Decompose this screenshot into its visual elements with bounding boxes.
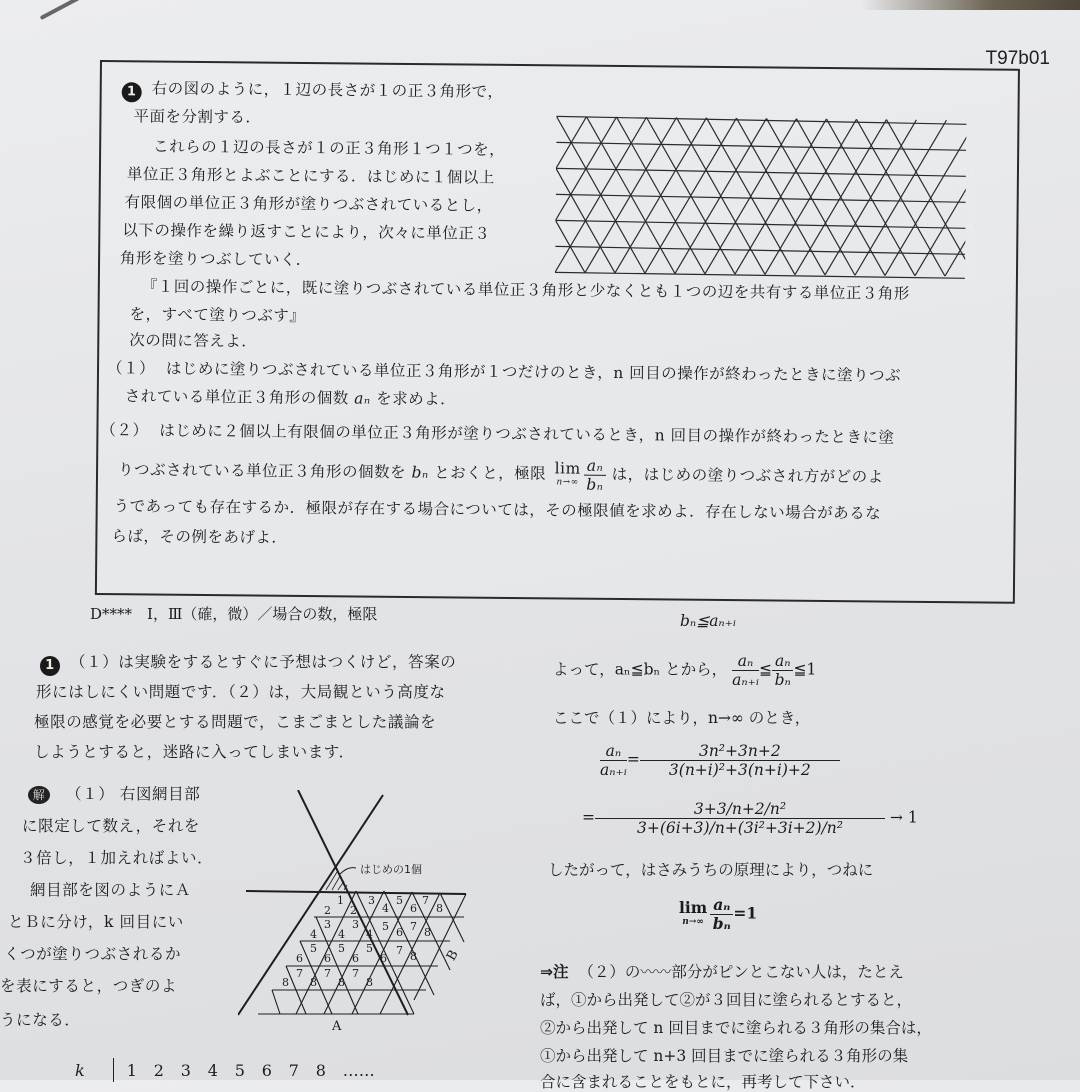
problem-box bbox=[95, 60, 1020, 604]
svg-text:6: 6 bbox=[352, 952, 359, 965]
problem-intro-line-1: 1 右の図のように，１辺の長さが１の正３角形で， bbox=[122, 76, 504, 106]
solution-part1-line-2: に限定して数え，それを bbox=[22, 817, 201, 835]
comment-line-4: しようとすると，迷路に入ってしまいます． bbox=[34, 743, 355, 761]
svg-text:7: 7 bbox=[396, 944, 403, 957]
svg-text:6: 6 bbox=[380, 952, 387, 965]
svg-text:8: 8 bbox=[366, 976, 373, 989]
limit-expression: lim n→∞ bbox=[554, 458, 581, 488]
diagram-callout: はじめの1個 bbox=[360, 863, 422, 876]
background-edge bbox=[860, 0, 1080, 10]
svg-text:3: 3 bbox=[324, 918, 331, 931]
instruction: 次の問に答えよ． bbox=[129, 331, 258, 351]
svg-text:2: 2 bbox=[324, 904, 331, 917]
svg-text:6: 6 bbox=[296, 952, 303, 965]
solution-part1-line-1: 解 （１） 右図網目部 bbox=[28, 782, 200, 804]
question-2-line-4: らば，その例をあげよ． bbox=[111, 527, 288, 547]
rule-line-2: を，すべて塗りつぶす』 bbox=[129, 305, 306, 325]
comment-line-3: 極限の感覚を必要とする問題で，こまごまとした議論を bbox=[34, 713, 437, 731]
question-2-line-1: （２） はじめに２個以上有限個の単位正３角形が塗りつぶされているとき，n 回目の操作が終わったときに塗 bbox=[100, 421, 895, 447]
note-line-2: ば，①から出発して②が３回目に塗られるとすると， bbox=[540, 991, 913, 1009]
note-line-5: 合に含まれることをもとに，再考して下さい． bbox=[540, 1073, 866, 1091]
problem-intro-line-3: これらの１辺の長さが１の正３角形１つ１つを， bbox=[153, 137, 506, 159]
note-label: ⇒注 bbox=[540, 963, 569, 981]
question-2-line-3: うであっても存在するか．極限が存在する場合については，その極限値を求めよ．存在しない場合があるな bbox=[113, 497, 882, 523]
svg-text:5: 5 bbox=[396, 894, 403, 907]
equation-ratio-2: = $\frac{\text{3+3/n+2/n²}}{\text{3+(6i+3)/n+(3i²+3i+2)/n²}}$ → 1 bbox=[582, 800, 918, 837]
shitagatte-line: したがって，はさみうちの原理により，つねに bbox=[548, 861, 874, 879]
svg-text:3: 3 bbox=[352, 918, 359, 931]
problem-number-badge: 1 bbox=[122, 82, 142, 102]
svg-text:7: 7 bbox=[324, 967, 331, 980]
yotte-line: よって，aₙ≦bₙ とから， $\frac{\text{aₙ}}{\text{aₙ₊ᵢ}}$ ≦ $\frac{\text{aₙ}}{\text{bₙ}}$ ≦1 bbox=[553, 652, 817, 689]
svg-text:8: 8 bbox=[436, 902, 443, 915]
note-line-1: ⇒注 （２）の〰〰部分がピンとこない人は，たとえ bbox=[540, 963, 904, 981]
solution-part1-line-6: くつが塗りつぶされるか bbox=[4, 945, 182, 963]
problem-intro-line-6: 以下の操作を繰り返すことにより，次々に単位正３ bbox=[122, 221, 491, 243]
inequality-bn-an-i: bₙ≦aₙ₊ᵢ bbox=[680, 612, 737, 630]
svg-text:4: 4 bbox=[310, 928, 317, 941]
note-line-3: ②から出発して n 回目までに塗られる３角形の集合は， bbox=[540, 1019, 932, 1037]
k-table-header-row: k 1 2 3 4 5 6 7 8 …… bbox=[75, 1058, 375, 1082]
svg-text:4: 4 bbox=[382, 902, 389, 915]
solution-header: D**** Ⅰ，Ⅲ（確，微）／場合の数，極限 bbox=[90, 605, 378, 623]
paper-clip bbox=[40, 0, 81, 20]
svg-text:7: 7 bbox=[410, 920, 417, 933]
solution-part1-line-7: を表にすると，つぎのよ bbox=[0, 977, 178, 995]
triangular-grid-figure bbox=[555, 106, 977, 280]
solution-badge: 解 bbox=[28, 786, 50, 804]
svg-text:7: 7 bbox=[422, 894, 429, 907]
counting-diagram bbox=[238, 790, 478, 1030]
svg-text:5: 5 bbox=[338, 942, 345, 955]
solution-part1-line-5: とＢに分け，k 回目にい bbox=[8, 913, 184, 931]
svg-text:5: 5 bbox=[366, 942, 373, 955]
koko-line: ここで（１）により，n→∞ のとき， bbox=[553, 709, 811, 727]
svg-text:1: 1 bbox=[337, 894, 344, 907]
svg-text:6: 6 bbox=[396, 926, 403, 939]
svg-text:4: 4 bbox=[366, 928, 373, 941]
svg-text:8: 8 bbox=[410, 950, 417, 963]
solution-part1-line-8: うになる． bbox=[0, 1011, 81, 1029]
svg-text:4: 4 bbox=[338, 928, 345, 941]
svg-text:5: 5 bbox=[382, 920, 389, 933]
solution-part1-line-4: 網目部を図のようにＡ bbox=[30, 881, 192, 899]
note-line-4: ①から出発して n+3 回目までに塗られる３角形の集 bbox=[540, 1047, 909, 1065]
final-limit: lim n→∞ $\frac{\text{aₙ}}{\text{bₙ}}$ =1 bbox=[679, 895, 758, 933]
question-1-line-1: （１） はじめに塗りつぶされている単位正３角形が１つだけのとき，n 回目の操作が終わったときに塗りつぶ bbox=[106, 359, 902, 385]
problem-intro-line-4: 単位正３角形とよぶことにする．はじめに１個以上 bbox=[126, 165, 495, 187]
ratio-fraction: $\frac{\text{aₙ}}{\text{bₙ}}$ bbox=[584, 457, 607, 494]
comment-line-2: 形にはしにくい問題です．（２）は，大局観という高度な bbox=[36, 683, 446, 701]
svg-text:8: 8 bbox=[338, 976, 345, 989]
comment-number-badge: 1 bbox=[40, 656, 60, 676]
svg-text:7: 7 bbox=[296, 967, 303, 980]
region-b-label: B bbox=[443, 947, 462, 964]
problem-intro-line-2: 平面を分割する． bbox=[133, 107, 262, 127]
svg-text:7: 7 bbox=[352, 967, 359, 980]
document-id: T97b01 bbox=[985, 48, 1050, 69]
svg-text:3: 3 bbox=[368, 894, 375, 907]
svg-text:8: 8 bbox=[310, 976, 317, 989]
svg-text:8: 8 bbox=[282, 976, 289, 989]
equation-ratio-1: $\frac{\text{aₙ}}{\text{aₙ₊ᵢ}}$ = $\frac{\text{3n²+3n+2}}{\text{3(n+i)²+3(n+i)+2}}$ bbox=[600, 742, 840, 779]
svg-text:6: 6 bbox=[410, 902, 417, 915]
svg-text:5: 5 bbox=[310, 942, 317, 955]
problem-intro-line-5: 有限個の単位正３角形が塗りつぶされているとし， bbox=[124, 193, 493, 215]
svg-text:2: 2 bbox=[350, 904, 357, 917]
region-a-label: A bbox=[332, 1019, 342, 1030]
svg-text:8: 8 bbox=[424, 926, 431, 939]
rule-line-1: 『１回の操作ごとに，既に塗りつぶされている単位正３角形と少なくとも１つの辺を共有する単位正３角形 bbox=[141, 277, 910, 303]
svg-text:6: 6 bbox=[324, 952, 331, 965]
problem-intro-line-7: 角形を塗りつぶしていく． bbox=[120, 249, 312, 270]
question-1-line-2: されている単位正３角形の個数 aₙ を求めよ． bbox=[124, 387, 457, 409]
comment-line-1: 1 （１）は実験をするとすぐに予想はつくけど，答案の bbox=[40, 650, 456, 676]
solution-part1-line-3: ３倍し，１加えればよい． bbox=[20, 849, 214, 867]
question-2-line-2: りつぶされている単位正３角形の個数を bₙ とおくと，極限 lim n→∞ $\frac{\text{aₙ}}{\text{bₙ}}$ は，はじめの塗りつぶされ方がどのよ bbox=[117, 456, 884, 494]
